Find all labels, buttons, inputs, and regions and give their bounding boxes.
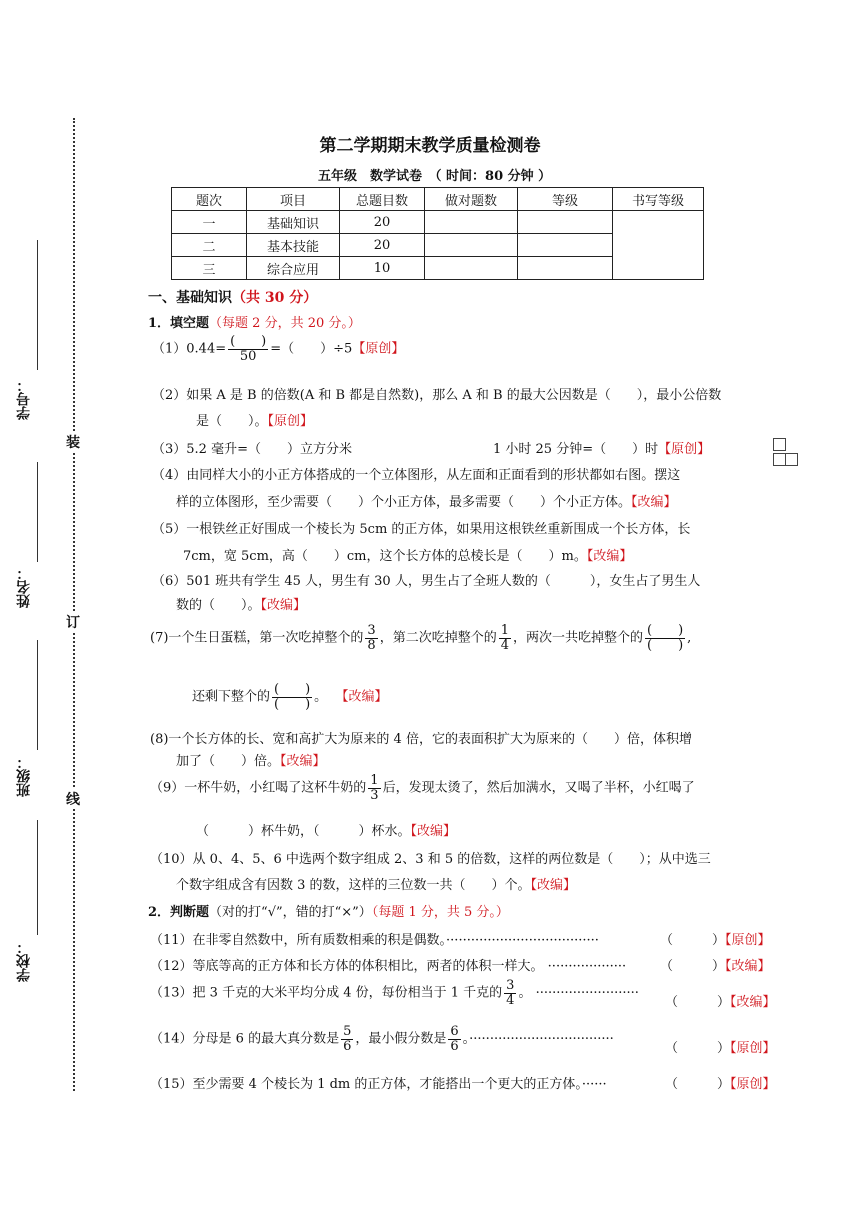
question-9-line-1 bbox=[150, 774, 695, 802]
name-label: 姓名： bbox=[16, 566, 32, 608]
header-cell: 书写等级 bbox=[613, 188, 704, 211]
q14-answer[interactable] bbox=[665, 1037, 776, 1056]
table-cell: 20 bbox=[340, 211, 425, 234]
writing-grade-cell[interactable] bbox=[613, 211, 704, 280]
q1-tag: 【原创】 bbox=[352, 341, 405, 357]
q9-text-2: （ ）杯牛奶，（ ）杯水。 bbox=[196, 824, 411, 839]
q7-blank-den[interactable]: ( ) bbox=[647, 637, 684, 653]
part-2-heading bbox=[148, 901, 509, 920]
q12-paren[interactable]: （ ） bbox=[660, 959, 726, 974]
question-8-line-2 bbox=[176, 750, 326, 769]
q1-denominator: 50 bbox=[239, 348, 257, 364]
binding-word-ding: 订 bbox=[66, 612, 80, 632]
q7-f2-num: 1 bbox=[500, 623, 509, 638]
table-cell: 基本技能 bbox=[247, 234, 340, 257]
q15-tag: 【原创】 bbox=[730, 1077, 776, 1092]
q4-tag: 【改编】 bbox=[631, 495, 677, 510]
table-cell[interactable] bbox=[518, 211, 613, 234]
school-label: 学校： bbox=[16, 940, 32, 982]
q9-text-a: （9）一杯牛奶，小红喝了这杯牛奶的 bbox=[150, 780, 367, 796]
q15-answer[interactable] bbox=[665, 1073, 776, 1092]
score-table bbox=[171, 187, 704, 280]
q9-fraction bbox=[368, 774, 380, 802]
q7-answer-fraction-2[interactable] bbox=[272, 683, 312, 711]
table-row bbox=[172, 211, 704, 234]
q14-paren[interactable]: （ ） bbox=[665, 1041, 731, 1056]
q12-tag: 【改编】 bbox=[725, 959, 771, 974]
q7-text-d: 还剩下整个的 bbox=[192, 689, 271, 705]
question-2-line-1: （2）如果 A 是 B 的倍数(A 和 B 都是自然数)，那么 A 和 B 的最大公因数是（ ），最小公倍数 bbox=[152, 388, 722, 403]
table-cell[interactable] bbox=[425, 234, 518, 257]
q12-answer[interactable] bbox=[660, 955, 771, 974]
table-cell: 综合应用 bbox=[247, 257, 340, 280]
table-cell: 二 bbox=[172, 234, 247, 257]
q14-text-b: ，最小假分数是 bbox=[355, 1031, 447, 1047]
class-label: 班级： bbox=[16, 755, 32, 797]
q7-f2-den: 4 bbox=[500, 637, 509, 653]
q4-text: 样的立体图形，至少需要（ ）个小正方体，最多需要（ ）个小正方体。 bbox=[176, 495, 632, 510]
header-cell: 项目 bbox=[247, 188, 340, 211]
binding-word-zhuang: 装 bbox=[66, 432, 80, 452]
score-table-header bbox=[172, 188, 704, 211]
q7-answer-fraction-1[interactable] bbox=[645, 624, 685, 652]
q7-text-a: (7)一个生日蛋糕，第一次吃掉整个的 bbox=[150, 630, 364, 646]
q7-fraction-1 bbox=[365, 624, 377, 652]
question-15: （15）至少需要 4 个棱长为 1 dm 的正方体，才能搭出一个更大的正方体。······ bbox=[150, 1077, 607, 1092]
part-1-heading bbox=[148, 312, 361, 331]
q7-text-e: 。 bbox=[314, 689, 328, 705]
question-4-line-2 bbox=[176, 491, 677, 510]
question-1 bbox=[152, 335, 404, 363]
binding-word-xian: 线 bbox=[66, 789, 80, 809]
q1-fraction bbox=[228, 335, 268, 363]
q14-tag: 【原创】 bbox=[730, 1041, 776, 1056]
figure-square bbox=[785, 453, 798, 466]
q7-blank2-den[interactable]: ( ) bbox=[274, 696, 311, 712]
question-5-line-2 bbox=[183, 545, 632, 564]
section-1-title: 一、基础知识 bbox=[148, 290, 232, 306]
q1-text-a: （1）0.44= bbox=[152, 341, 227, 357]
q13-paren[interactable]: （ ） bbox=[665, 995, 731, 1010]
section-1-heading bbox=[148, 287, 317, 307]
q8-text: 加了（ ）倍。 bbox=[176, 754, 281, 769]
q6-tag: 【改编】 bbox=[260, 598, 307, 613]
q7-tag: 【改编】 bbox=[335, 689, 388, 705]
q3-text-b: 1 小时 25 分钟=（ ）时 bbox=[493, 442, 659, 457]
student-id-line bbox=[37, 240, 38, 370]
q13-answer[interactable] bbox=[665, 991, 776, 1010]
q13-num: 3 bbox=[506, 978, 515, 993]
table-cell[interactable] bbox=[425, 211, 518, 234]
table-cell: 20 bbox=[340, 234, 425, 257]
table-cell: 10 bbox=[340, 257, 425, 280]
q5-text: 7cm，宽 5cm，高（ ）cm，这个长方体的总棱长是（ ）m。 bbox=[183, 549, 587, 564]
q13-den: 4 bbox=[506, 992, 515, 1008]
header-cell: 等级 bbox=[518, 188, 613, 211]
table-cell: 三 bbox=[172, 257, 247, 280]
q11-tag: 【原创】 bbox=[725, 933, 771, 948]
q9-num: 1 bbox=[370, 773, 379, 788]
q7-fraction-2 bbox=[499, 624, 511, 652]
q13-tag: 【改编】 bbox=[730, 995, 776, 1010]
question-13 bbox=[150, 979, 639, 1007]
section-1-score: （共 30 分） bbox=[232, 290, 318, 306]
header-cell: 总题目数 bbox=[340, 188, 425, 211]
q9-den: 3 bbox=[370, 787, 379, 803]
q15-paren[interactable]: （ ） bbox=[665, 1077, 731, 1092]
q14-n1: 5 bbox=[343, 1024, 352, 1039]
table-cell[interactable] bbox=[518, 257, 613, 280]
q7-blank2-num[interactable]: ( ) bbox=[274, 682, 311, 697]
q14-d1: 6 bbox=[343, 1038, 352, 1054]
q7-f1-den: 8 bbox=[367, 637, 376, 653]
part-1-note: （每题 2 分，共 20 分。） bbox=[209, 316, 361, 331]
q5-tag: 【改编】 bbox=[586, 549, 633, 564]
question-5-line-1: （5）一根铁丝正好围成一个棱长为 5cm 的正方体，如果用这根铁丝重新围成一个长方体，长 bbox=[152, 522, 691, 537]
header-cell: 题次 bbox=[172, 188, 247, 211]
q2-tag: 【原创】 bbox=[267, 414, 314, 429]
q1-text-b: =（ ）÷5 bbox=[270, 341, 353, 357]
question-10-line-1: （10）从 0、4、5、6 中选两个数字组成 2、3 和 5 的倍数，这样的两位数是（ ）；从中选三 bbox=[150, 852, 711, 867]
q14-text-c: 。··································· bbox=[462, 1031, 614, 1047]
q7-text-b: ，第二次吃掉整个的 bbox=[379, 630, 497, 646]
q14-n2: 6 bbox=[450, 1024, 459, 1039]
q1-numerator[interactable]: ( ) bbox=[230, 334, 267, 349]
q7-f1-num: 3 bbox=[367, 623, 376, 638]
name-line bbox=[37, 462, 38, 562]
figure-square bbox=[773, 438, 786, 451]
q2-text: 是（ ）。 bbox=[196, 414, 268, 429]
q14-text-a: （14）分母是 6 的最大真分数是 bbox=[150, 1031, 340, 1047]
question-7-line-2 bbox=[192, 683, 387, 711]
school-line bbox=[37, 820, 38, 935]
student-id-label: 学号： bbox=[16, 378, 32, 420]
part-2-title: 2．判断题 bbox=[148, 905, 210, 920]
question-4-line-1: （4）由同样大小的小正方体搭成的一个立体图形，从左面和正面看到的形状都如右图。摆这 bbox=[152, 468, 681, 483]
question-10-line-2 bbox=[176, 874, 576, 893]
part-2-note: （每题 1 分，共 5 分。） bbox=[371, 905, 509, 920]
question-11: （11）在非零自然数中，所有质数相乘的积是偶数。····································· bbox=[150, 933, 599, 948]
q9-tag: 【改编】 bbox=[410, 824, 457, 839]
q10-tag: 【改编】 bbox=[530, 878, 577, 893]
q13-fraction bbox=[504, 979, 516, 1007]
q13-text-a: （13）把 3 千克的大米平均分成 4 份，每份相当于 1 千克的 bbox=[150, 985, 503, 1001]
q10-text: 个数字组成含有因数 3 的数，这样的三位数一共（ ）个。 bbox=[176, 878, 531, 893]
header-cell: 做对题数 bbox=[425, 188, 518, 211]
q8-tag: 【改编】 bbox=[280, 754, 326, 769]
question-6-line-2 bbox=[176, 594, 306, 613]
binding-dotted-line bbox=[73, 118, 75, 1091]
table-cell: 一 bbox=[172, 211, 247, 234]
exam-subtitle: 五年级 数学试卷 （ 时间：80 分钟 ） bbox=[318, 169, 552, 184]
table-cell: 基础知识 bbox=[247, 211, 340, 234]
q6-text: 数的（ ）。 bbox=[176, 598, 261, 613]
question-7-line-1: (7)一个生日蛋糕，第一次吃掉整个的 $\frac{3}{8}$ ，第二次吃掉整个的 $\frac{1}{4}$ ，两次一共吃掉整个的 $\frac{( )}{( )}$ , bbox=[150, 623, 692, 653]
question-8-line-1: (8)一个长方体的长、宽和高扩大为原来的 4 倍，它的表面积扩大为原来的（ ）倍，体积增 bbox=[150, 732, 692, 747]
question-9-line-2 bbox=[196, 820, 456, 839]
q3-tag: 【原创】 bbox=[658, 442, 711, 457]
question-2-line-2 bbox=[196, 410, 313, 429]
q14-fraction-2 bbox=[448, 1025, 460, 1053]
q9-text-b: 后，发现太烫了，然后加满水，又喝了半杯，小红喝了 bbox=[382, 780, 695, 796]
q7-text-c: ，两次一共吃掉整个的 bbox=[513, 630, 644, 646]
part-2-instruction: （对的打“√”，错的打“×”） bbox=[209, 905, 372, 920]
table-cell[interactable] bbox=[518, 234, 613, 257]
question-12: （12）等底等高的正方体和长方体的体积相比，两者的体积一样大。 ··················· bbox=[150, 959, 627, 974]
question-3b bbox=[493, 438, 710, 457]
q7-blank-num[interactable]: ( ) bbox=[647, 623, 684, 638]
question-6-line-1: （6）501 班共有学生 45 人，男生有 30 人，男生占了全班人数的（ ），女生占了男生人 bbox=[152, 574, 701, 589]
table-cell[interactable] bbox=[425, 257, 518, 280]
class-line bbox=[37, 640, 38, 750]
q14-d2: 6 bbox=[450, 1038, 459, 1054]
q14-fraction-1 bbox=[341, 1025, 353, 1053]
q11-paren[interactable]: （ ） bbox=[660, 933, 726, 948]
question-3a: （3）5.2 毫升=（ ）立方分米 bbox=[152, 442, 352, 457]
q11-answer[interactable] bbox=[660, 929, 771, 948]
part-1-title: 1．填空题 bbox=[148, 316, 210, 331]
exam-title: 第二学期期末教学质量检测卷 bbox=[319, 136, 541, 156]
q13-text-b: 。 ························· bbox=[518, 985, 639, 1001]
question-14 bbox=[150, 1025, 614, 1053]
